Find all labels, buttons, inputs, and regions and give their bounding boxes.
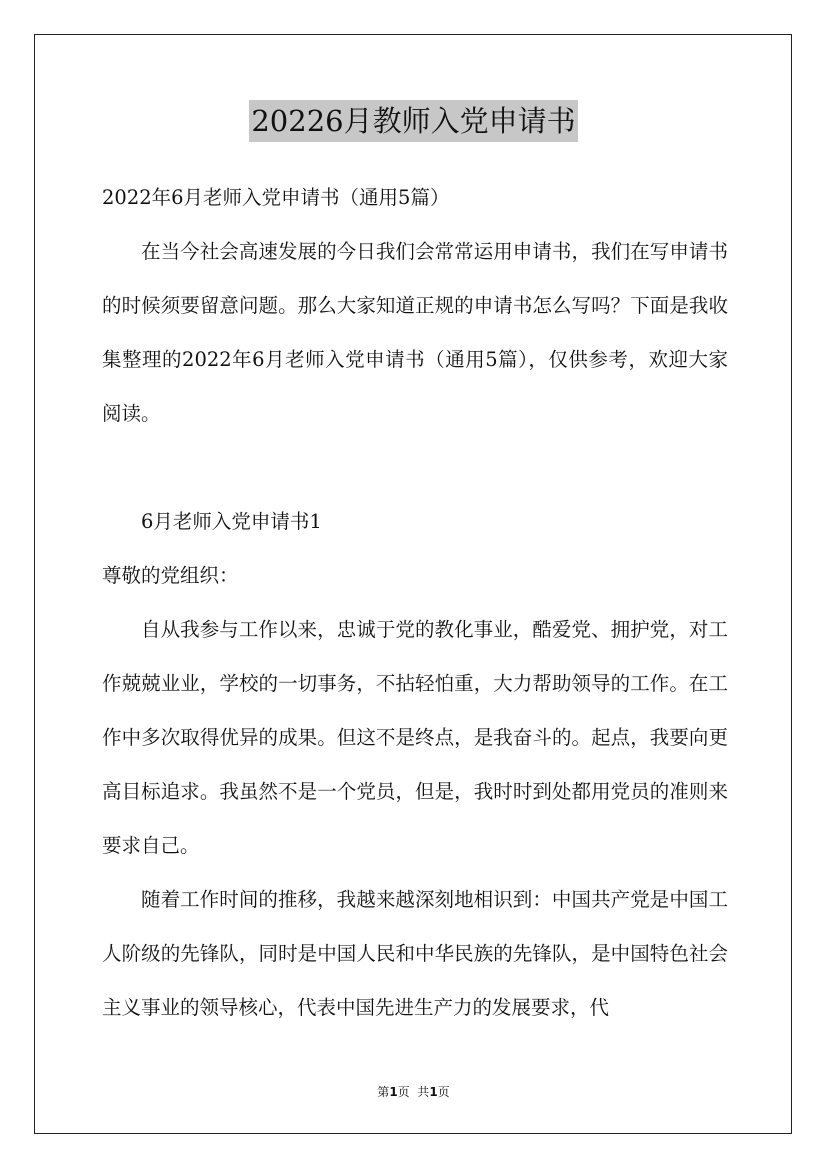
document-title: 20226月教师入党申请书	[249, 100, 577, 142]
footer-page-number: 1	[389, 1085, 398, 1099]
blank-line	[102, 441, 728, 495]
page-footer	[0, 1082, 827, 1102]
footer-total-pages: 1	[429, 1085, 438, 1099]
document-body	[102, 171, 728, 1035]
footer-mid: 页 共	[397, 1085, 430, 1099]
body-paragraph-1: 自从我参与工作以来，忠诚于党的教化事业，酷爱党、拥护党，对工作兢兢业业，学校的一切事务，不拈轻怕重，大力帮助领导的工作。在工作中多次取得优异的成果。但这不是终点，是我奋斗的。起点，我要向更高目标追求。我虽然不是一个党员，但是，我时时到处都用党员的准则来要求自己。	[102, 618, 728, 857]
footer-prefix: 第	[377, 1085, 390, 1099]
title-container	[0, 100, 827, 142]
footer-suffix: 页	[437, 1085, 450, 1099]
salutation: 尊敬的党组织：	[102, 564, 239, 587]
document-subtitle: 2022年6月老师入党申请书（通用5篇）	[102, 186, 450, 209]
body-paragraph-2: 随着工作时间的推移，我越来越深刻地相识到：中国共产党是中国工人阶级的先锋队，同时是中国人民和中华民族的先锋队，是中国特色社会主义事业的领导核心，代表中国先进生产力的发展要求，代	[102, 888, 728, 1019]
intro-paragraph: 在当今社会高速发展的今日我们会常常运用申请书，我们在写申请书的时候须要留意问题。那么大家知道正规的申请书怎么写吗？下面是我收集整理的2022年6月老师入党申请书（通用5篇），仅供参考，欢迎大家阅读。	[102, 240, 728, 425]
section-heading: 6月老师入党申请书1	[141, 510, 322, 533]
